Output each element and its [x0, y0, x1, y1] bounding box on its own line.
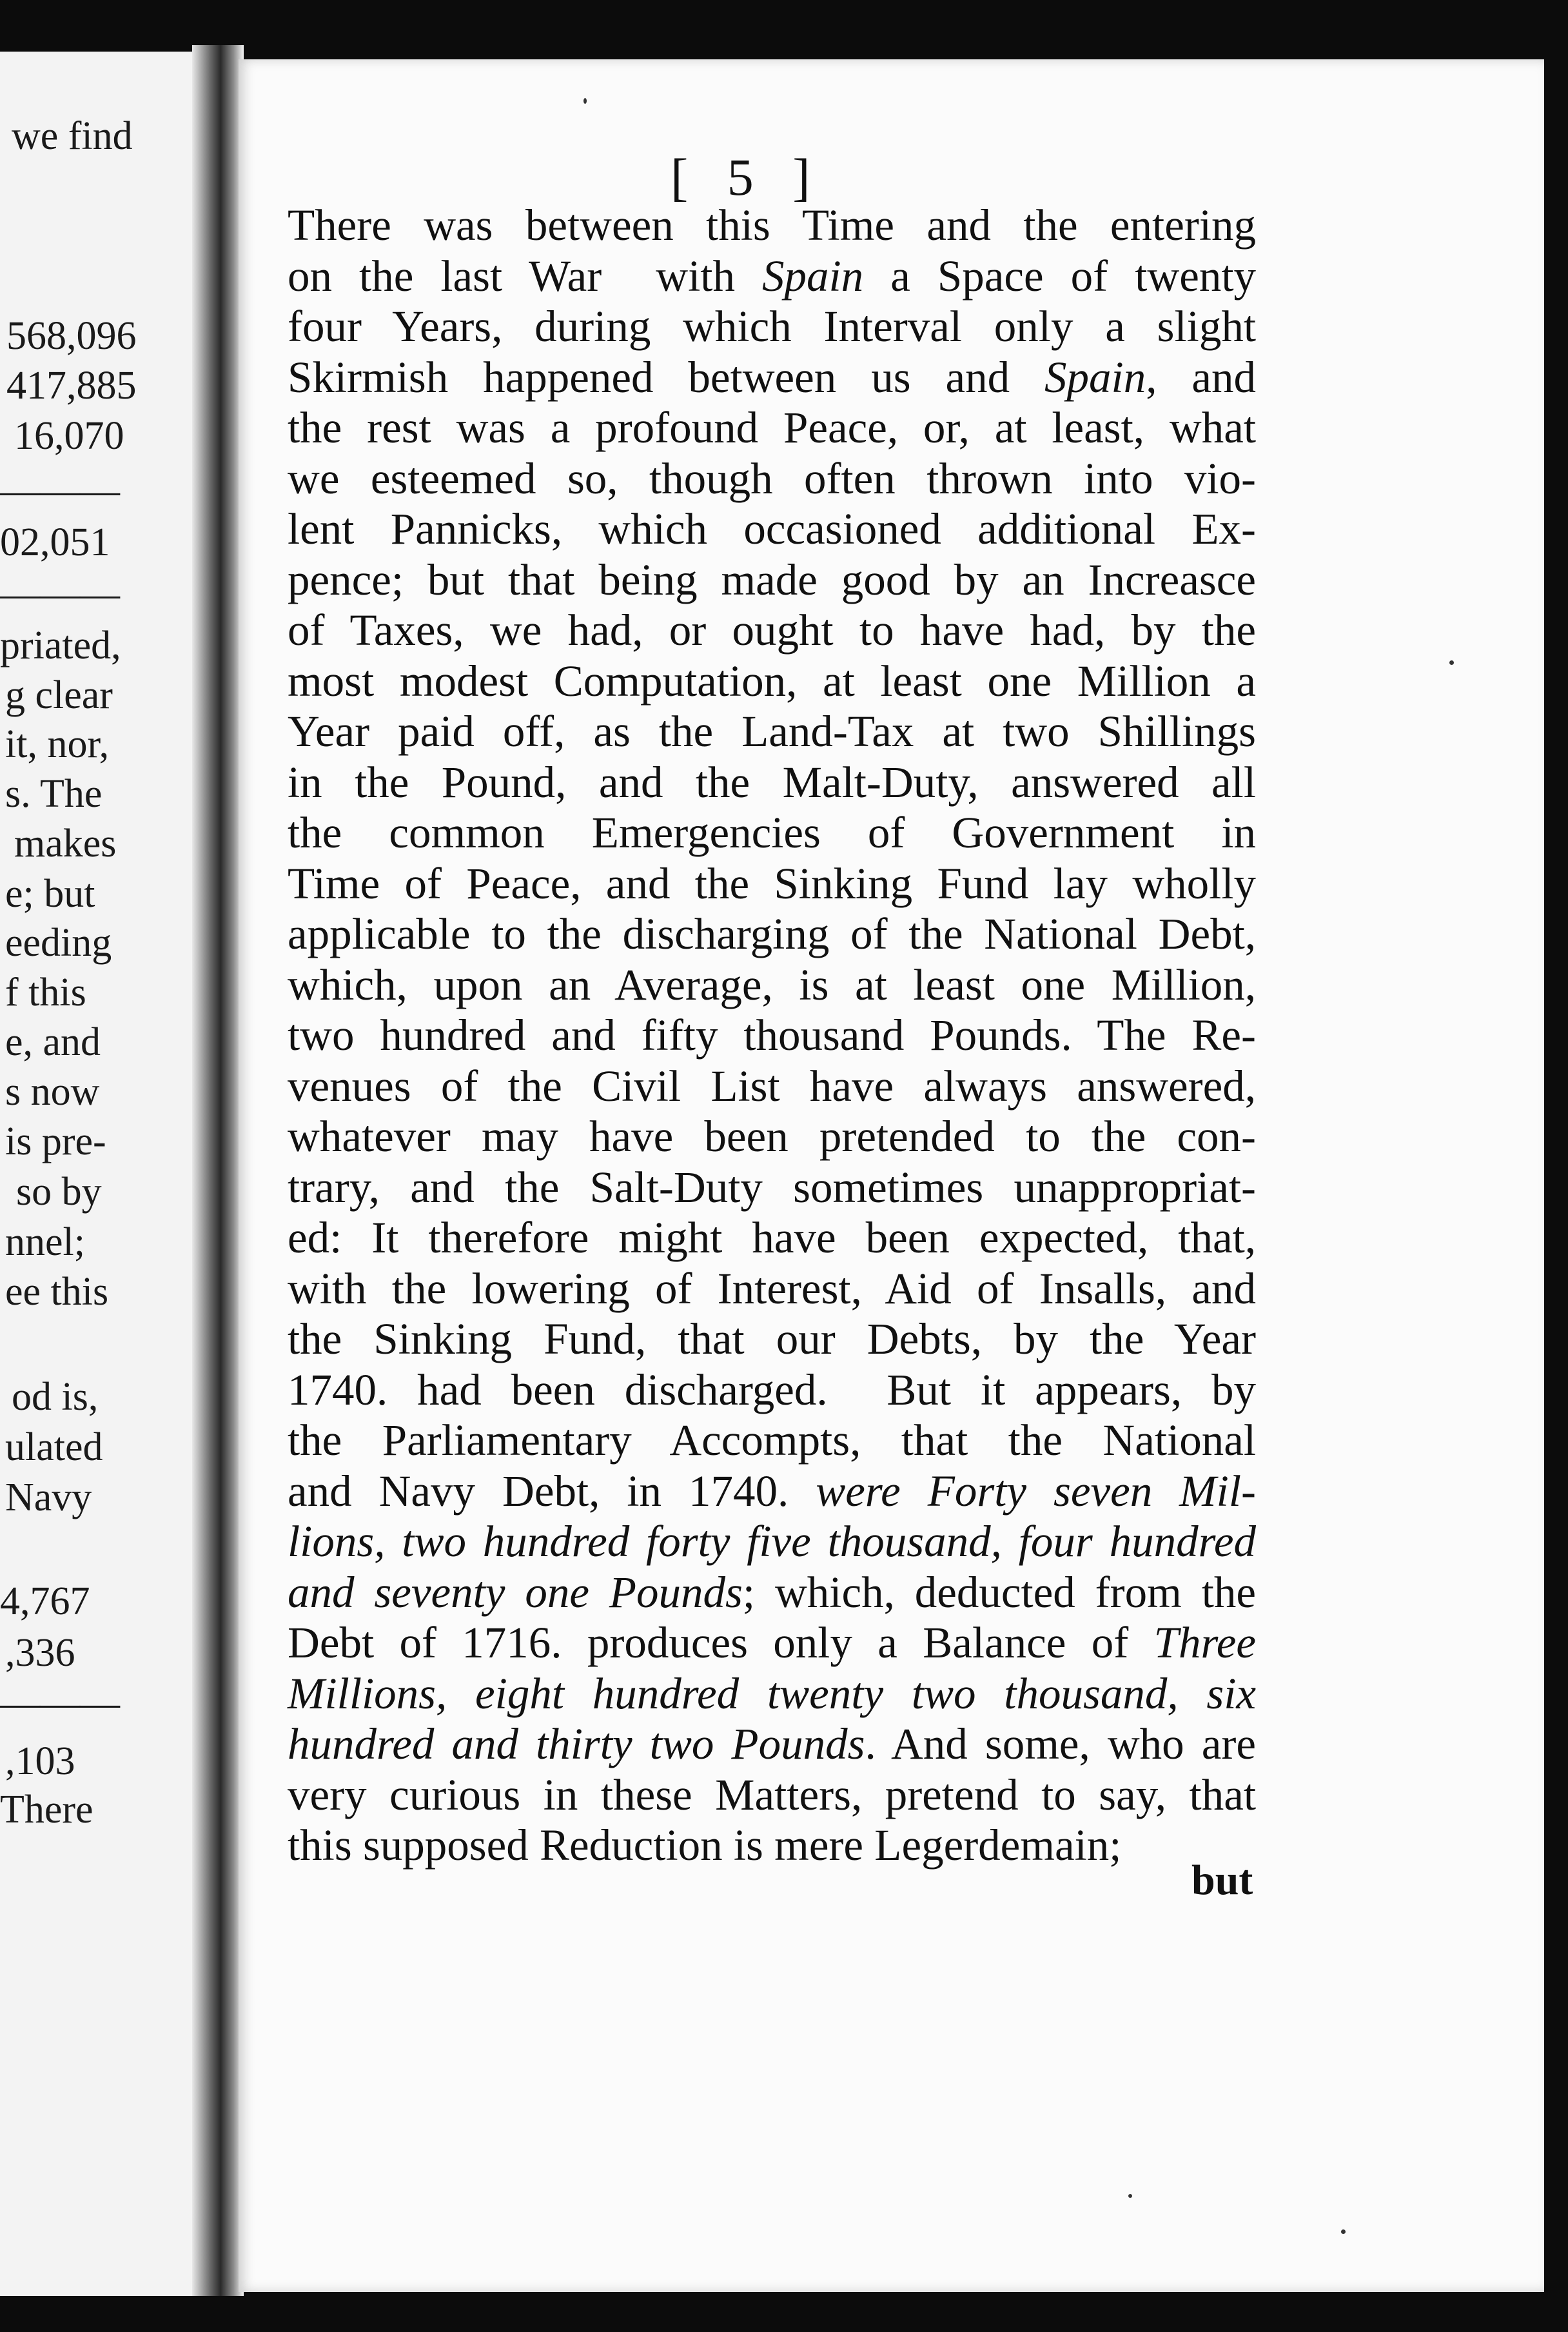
text-segment: . And some, who are — [865, 1719, 1256, 1768]
facing-page-text-fragment: 4,767 — [0, 1579, 90, 1623]
facing-page-text-fragment: ——— — [0, 469, 120, 513]
text-segment: and Navy Debt, in 1740. — [288, 1466, 816, 1516]
text-segment: applicable to the discharging of the National Debt, — [288, 909, 1256, 958]
text-line — [288, 1365, 1256, 1416]
text-segment: trary, and the Salt-Duty sometimes unappropriat- — [288, 1162, 1256, 1212]
text-line — [288, 1111, 1256, 1162]
text-segment: venues of the Civil List have always answered, — [288, 1061, 1256, 1111]
facing-page-text-fragment: ——— — [0, 572, 120, 616]
facing-page-text-fragment: 16,070 — [14, 414, 124, 458]
facing-page-text-fragment: 568,096 — [6, 314, 137, 358]
text-segment: this supposed Reduction is mere Legerdemain; — [288, 1821, 1122, 1870]
italic-text-segment: Spain — [762, 251, 864, 301]
catchword: but — [1191, 1857, 1253, 1904]
text-segment: with the lowering of Interest, Aid of Insalls, and — [288, 1263, 1256, 1313]
italic-text-segment: were Forty seven Mil- — [816, 1466, 1256, 1516]
page-number: [ 5 ] — [671, 148, 823, 206]
text-line — [288, 402, 1256, 453]
facing-page-text-fragment: it, nor, — [5, 722, 110, 766]
text-line — [288, 301, 1256, 352]
text-segment: most modest Computation, at least one Million a — [288, 656, 1256, 706]
text-segment: very curious in these Matters, pretend to say, that — [288, 1770, 1256, 1819]
facing-page-text-fragment: s now — [5, 1070, 100, 1114]
text-line — [288, 453, 1256, 504]
paper-speck — [1449, 660, 1454, 665]
text-line — [288, 1719, 1256, 1770]
text-segment: ; which, deducted from the — [742, 1567, 1257, 1617]
facing-page-text-fragment: is pre- — [5, 1120, 106, 1163]
text-segment: which, upon an Average, is at least one Million, — [288, 960, 1256, 1009]
text-line — [288, 1314, 1256, 1365]
text-segment: Skirmish happened between us and — [288, 352, 1045, 402]
text-segment: the common Emergencies of Government in — [288, 808, 1256, 857]
facing-page-text-fragment: eeding — [5, 921, 112, 965]
book-gutter — [192, 45, 244, 2296]
text-segment: whatever may have been pretended to the con- — [288, 1112, 1256, 1161]
text-segment: two hundred and fifty thousand Pounds. The Re- — [288, 1011, 1256, 1060]
facing-page-text-fragment: e, and — [5, 1020, 101, 1064]
paper-speck — [583, 98, 587, 104]
text-line — [288, 352, 1256, 403]
text-line — [288, 1668, 1256, 1719]
text-line — [288, 909, 1256, 960]
facing-page-text-fragment: ——— — [0, 1681, 120, 1725]
text-segment: we esteemed so, though often thrown into vio- — [288, 453, 1256, 503]
text-segment: a Space of twenty — [863, 251, 1256, 301]
text-line — [288, 1415, 1256, 1466]
facing-page-text-fragment: ,336 — [5, 1631, 75, 1675]
facing-page-text-fragment: ulated — [5, 1425, 103, 1469]
facing-page-text-fragment: f this — [5, 971, 86, 1014]
text-line — [288, 1010, 1256, 1061]
facing-page-text-fragment: g clear — [5, 673, 113, 717]
text-line — [288, 1162, 1256, 1213]
text-line — [288, 251, 1256, 302]
facing-page-text-fragment: makes — [14, 822, 117, 865]
text-line — [288, 656, 1256, 707]
facing-page-text-fragment: 02,051 — [0, 520, 110, 564]
text-line — [288, 1263, 1256, 1314]
text-segment: ed: It therefore might have been expected, that, — [288, 1213, 1256, 1262]
text-segment: the rest was a profound Peace, or, at least, what — [288, 403, 1256, 452]
facing-page-text-fragment: Navy — [5, 1476, 92, 1519]
text-line — [288, 807, 1256, 858]
text-line — [288, 1567, 1256, 1618]
paper-speck — [1341, 2229, 1346, 2234]
text-line — [288, 706, 1256, 757]
facing-page-text-fragment: ,103 — [5, 1739, 75, 1783]
text-line — [288, 1516, 1256, 1567]
facing-page-text-fragment: s. The — [5, 772, 103, 816]
facing-page-text-fragment: e; but — [5, 872, 95, 916]
text-segment: Time of Peace, and the Sinking Fund lay wholly — [288, 858, 1256, 908]
text-segment: lent Pannicks, which occasioned additional Ex- — [288, 504, 1256, 553]
text-segment: four Years, during which Interval only a slight — [288, 302, 1256, 351]
text-line — [288, 200, 1256, 251]
facing-page-text-fragment: nnel; — [5, 1220, 85, 1264]
text-line — [288, 1466, 1256, 1517]
text-line — [288, 960, 1256, 1011]
text-segment: 1740. had been discharged. But it appears, by — [288, 1365, 1256, 1414]
text-line — [288, 504, 1256, 555]
text-segment: the Sinking Fund, that our Debts, by the Year — [288, 1314, 1256, 1363]
text-segment: Year paid off, as the Land-Tax at two Shillings — [288, 707, 1256, 756]
facing-page-text-fragment: ee this — [5, 1270, 109, 1314]
text-line — [288, 757, 1256, 808]
text-line — [288, 1617, 1256, 1668]
text-line — [288, 555, 1256, 606]
facing-page-text-fragment: There — [0, 1788, 93, 1832]
text-segment: in the Pound, and the Malt-Duty, answered all — [288, 757, 1256, 807]
facing-page-text-fragment: so by — [16, 1170, 102, 1214]
italic-text-segment: hundred and thirty two Pounds — [288, 1719, 865, 1768]
text-segment: the Parliamentary Accompts, that the National — [288, 1416, 1256, 1465]
italic-text-segment: Spain — [1044, 352, 1146, 402]
text-line — [288, 605, 1256, 656]
body-text — [288, 200, 1256, 1871]
text-segment: on the last War with — [288, 251, 762, 301]
facing-page-text-fragment: 417,885 — [6, 364, 137, 408]
text-line — [288, 1820, 1256, 1871]
italic-text-segment: and seventy one Pounds — [288, 1567, 743, 1617]
text-segment: Debt of 1716. produces only a Balance of — [288, 1618, 1154, 1667]
text-segment: of Taxes, we had, or ought to have had, by the — [288, 606, 1256, 655]
facing-page-text-fragment: we find — [12, 114, 133, 158]
italic-text-segment: lions, two hundred forty five thousand, four hundred — [288, 1517, 1256, 1566]
text-line — [288, 1770, 1256, 1821]
italic-text-segment: Millions, eight hundred twenty two thousand, six — [288, 1668, 1256, 1718]
text-line — [288, 1212, 1256, 1263]
text-line — [288, 1061, 1256, 1112]
text-segment: , and — [1146, 352, 1256, 402]
facing-page-text-fragment: od is, — [12, 1375, 99, 1419]
italic-text-segment: Three — [1153, 1618, 1256, 1667]
text-segment: pence; but that being made good by an Increasce — [288, 555, 1256, 604]
facing-page-text-fragment: priated, — [0, 624, 121, 667]
paper-speck — [1128, 2194, 1132, 2198]
text-line — [288, 858, 1256, 909]
text-segment: There was between this Time and the entering — [288, 201, 1256, 250]
